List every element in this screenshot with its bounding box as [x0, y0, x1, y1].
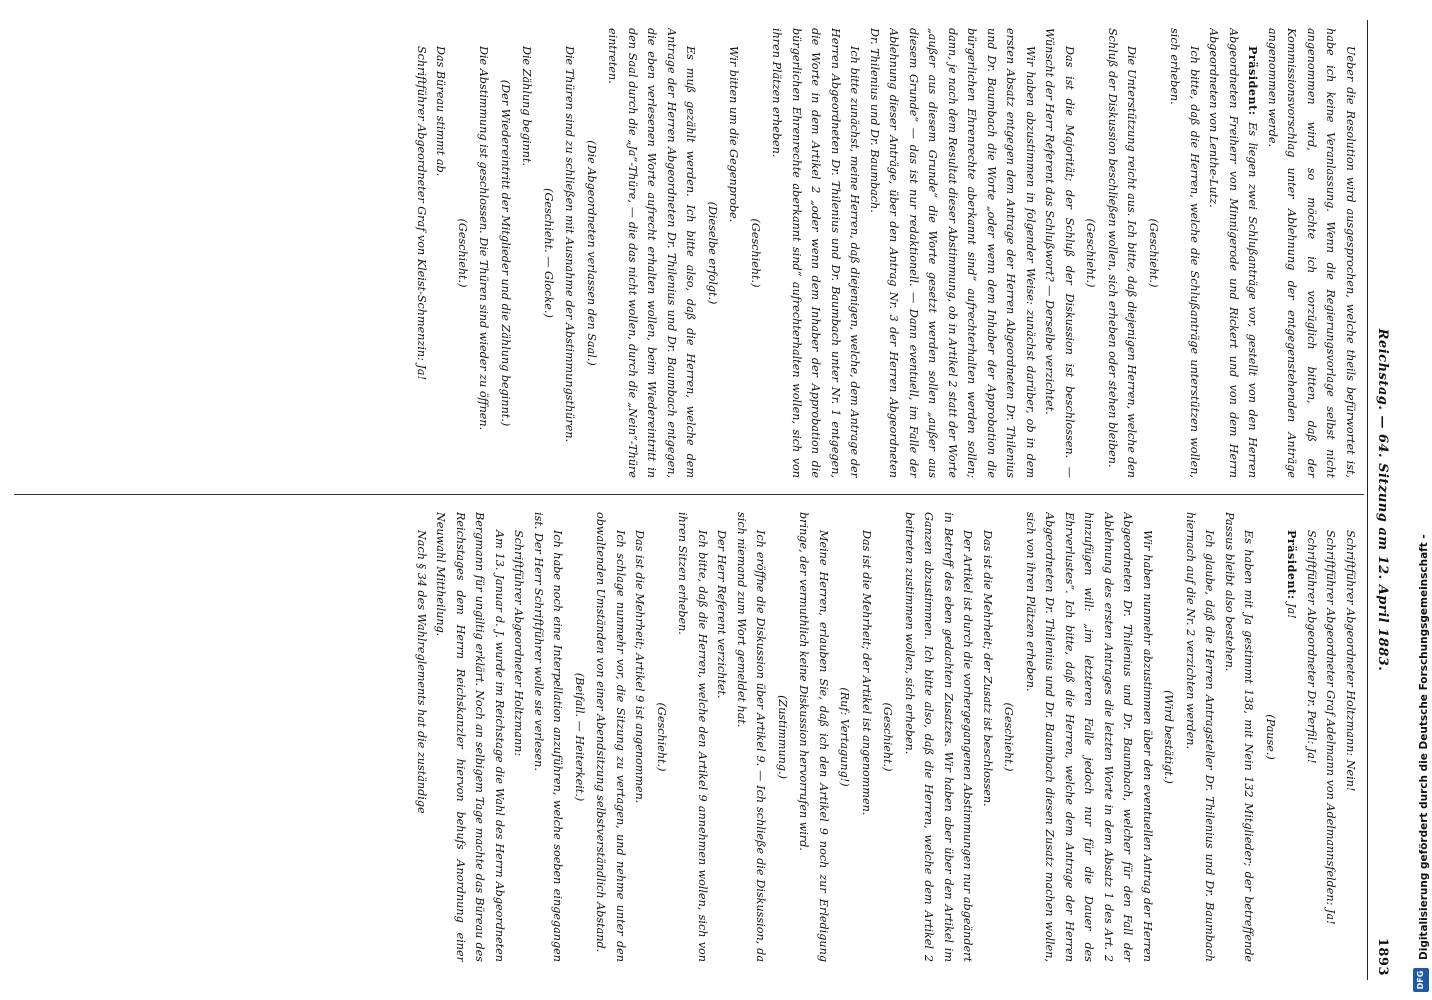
paragraph-text: Ich habe noch eine Interpellation anzuführen, welche soeben eingegangen ist. Der Herr Schriftführer wolle sie verlesen.	[532, 512, 565, 962]
stage-direction	[1261, 512, 1281, 962]
paragraph	[857, 512, 877, 962]
paragraph-text: (Geschieht.)	[1084, 218, 1098, 288]
paragraph	[603, 28, 701, 478]
paragraph-text: (Geschieht. — Glocke.)	[542, 188, 555, 318]
paragraph	[1341, 512, 1361, 962]
paragraph-text: Das ist die Majorität; der Schluß der Diskussion ist beschlossen. — Wünscht der Herr Referent das Schlußwort? — Derselbe verzichtet.	[1043, 28, 1076, 478]
paragraph-text: Ich eröffne die Diskussion über Artikel 9. — Ich schließe die Diskussion, da sich niemand zum Wort gemeldet hat.	[735, 512, 768, 962]
paragraph-text: Schriftführer Abgeordneter Graf Adelmann von Adelmannsfelden: Ja!	[1324, 530, 1338, 925]
paragraph	[517, 28, 537, 478]
paragraph-text: (Geschieht.)	[1147, 218, 1160, 288]
column-divider	[14, 494, 1364, 495]
paragraph-text: Das ist die Mehrheit; der Zusatz ist beschlossen.	[981, 530, 994, 807]
paragraph-text: (Geschieht.)	[749, 218, 762, 288]
paragraph-text: Es haben mit Ja gestimmt 138, mit Nein 132 Mitglieder; der betreffende Passus bleibt also bestehen.	[1223, 512, 1256, 962]
funding-note-text: Digitalisierung gefördert durch die Deutsche Forschungsgemeinschaft -	[1418, 534, 1430, 960]
paragraph-text: Ja!	[1285, 603, 1299, 619]
stage-direction	[1159, 512, 1179, 962]
stage-direction	[496, 28, 516, 478]
dfg-logo	[1413, 968, 1429, 992]
paragraph-text: (Die Abgeordneten verlassen den Saal.)	[585, 140, 598, 366]
paragraph-text: Der Herr Referent verzichtet.	[715, 530, 729, 699]
stage-direction	[453, 28, 473, 478]
paragraph-text: (Ruf: Vertagung!)	[838, 687, 852, 787]
paragraph	[1302, 512, 1322, 962]
stage-direction	[539, 28, 559, 478]
dfg-logo-text: DFG	[1416, 970, 1425, 990]
paragraph-text: Wir haben nunmehr abzustimmen über den eventuellen Antrag der Herren Abgeordneten Dr. Thilenius und Dr. Baumbach, welcher für den Fall der Ablehnung des ersten Antrages die letzten Worte in dem Absatz 1 des Art. 2 hinzufügen will: „im letzteren Falle jedoch nur für die Dauer des Ehrverlustes“. Ich bitte, daß die Herren, welche dem Antrage der Herren Abgeordneten Dr. Thilenius und Dr. Baumbach diesen Zusatz machen wollen, sich von ihren Plätzen erheben.	[1024, 512, 1154, 962]
paragraph-text: Wir haben abzustimmen in folgender Weise: zunächst darüber, ob in dem ersten Absatz entgegen dem Antrage der Herren Abgeordneten Dr. Thilenius und Dr. Baumbach die Worte „oder wenn dem Inhaber der Approbation die bürgerlichen Ehrenrechte aberkannt sind“ aufrechterhalten werden sollen; dann, je nach dem Resultat dieser Abstimmung, ob in Artikel 2 statt der Worte „außer aus diesem Grunde“ die Worte gesetzt werden sollen „außer aus diesem Grunde“ — das ist nur redaktionell. — Dann eventuell, im Falle der Ablehnung dieser Anträge, über den Antrag Nr. 3 der Herren Abgeordneten Dr. Thilenius und Dr. Baumbach.	[868, 28, 1037, 478]
paragraph	[1165, 28, 1204, 478]
paragraph-text: (Dieselbe erfolgt.)	[706, 201, 719, 305]
paragraph-text: (Geschieht.)	[1002, 702, 1016, 772]
paragraph-text: (Geschieht.)	[456, 218, 469, 288]
paragraph	[412, 28, 432, 478]
paragraph-text: (Zustimmung.)	[776, 695, 789, 779]
right-column	[10, 512, 1360, 962]
paragraph	[509, 512, 529, 962]
paragraph-text: Der Artikel ist durch die vorhergegangenen Abstimmungen nur abgeändert in Betreff des eben gedachten Zusatzes. Wir haben aber über den Artikel im Ganzen abzustimmen. Ich bitte also, daß die Herren, welche dem Artikel 2 beitreten zustimmen wollen, sich erheben.	[903, 512, 975, 962]
paragraph	[732, 512, 771, 962]
speaker-label: Präsident:	[1285, 530, 1300, 600]
stage-direction	[1144, 28, 1164, 478]
paragraph	[1204, 28, 1263, 478]
paragraph	[431, 512, 509, 962]
paragraph-text: Das ist die Mehrheit; Artikel 9 ist angenommen.	[633, 530, 647, 804]
paragraph	[1021, 512, 1158, 962]
paragraph-text: Das Büreau stimmt ab.	[434, 46, 448, 177]
paragraph-text: Ich bitte zunächst, meine Herren, daß diejenigen, welche, dem Antrage der Herren Abgeordneten Dr. Thilenius und Dr. Baumbach unter Nr. 1 entgegen, die Worte in dem Artikel 2 „oder wenn dem Inhaber der Approbation die bürgerlichen Ehrenrechte aberkannt sind“ aufrechterhalten wollen, sich von ihren Plätzen erheben.	[770, 28, 862, 478]
paragraph-text: Die Zählung beginnt.	[520, 46, 534, 167]
paragraph	[673, 512, 712, 962]
paragraph-text: Die Thüren sind zu schließen mit Ausnahme der Abstimmungsthüren.	[563, 46, 577, 443]
page-number: 1893	[1375, 937, 1390, 976]
paragraph	[412, 512, 432, 962]
paragraph	[630, 512, 650, 962]
funding-note	[1410, 0, 1432, 1000]
paragraph-text: Ich glaube, daß die Herren Antragsteller Dr. Thilenius und Dr. Baumbach hiernach auf die Nr. 2 verzichten werden.	[1184, 512, 1217, 962]
stage-direction	[703, 28, 723, 478]
paragraph	[1220, 512, 1259, 962]
paragraph	[978, 512, 998, 962]
paragraph	[1263, 28, 1361, 478]
paragraph	[591, 512, 630, 962]
paragraph	[767, 28, 865, 478]
paragraph-text: Es liegen zwei Schlußanträge vor, gestellt von den Herren Abgeordneten Freiherr von Minnigerode und Rickert und von dem Herrn Abgeordneten von Lenthe-Lutz.	[1207, 28, 1260, 478]
speaker-label: Präsident:	[1246, 46, 1261, 116]
stage-direction	[835, 512, 855, 962]
paragraph	[794, 512, 833, 962]
paragraph-text: Ich schlage nunmehr vor, die Sitzung zu vertagen, und nehme unter den obwaltenden Umständen von einer Abendsitzung selbstverständlich Abstand.	[594, 512, 627, 962]
stage-direction	[878, 512, 898, 962]
paragraph	[1181, 512, 1220, 962]
paragraph	[724, 28, 744, 478]
paragraph-text: (Geschieht.)	[655, 702, 668, 772]
paragraph-text: Schriftführer Abgeordneter Holtzmann:	[512, 530, 526, 757]
stage-direction	[582, 28, 602, 478]
paragraph-text: Wir bitten um die Gegenprobe.	[727, 46, 741, 223]
paragraph	[560, 28, 580, 478]
paragraph	[712, 512, 732, 962]
paragraph	[529, 512, 568, 962]
paragraph-text: (Pause.)	[1264, 714, 1277, 760]
paragraph-text: Am 13. Januar d. J. wurde im Reichstage die Wahl des Herrn Abgeordneten Bergmann für ungiltig erklärt. Noch an selbigem Tage machte das Büreau des Reichstages dem Herrn Reichskanzler hiervon behufs Anordnung einer Neuwahl Mittheilung.	[434, 512, 506, 962]
paragraph	[865, 28, 1041, 478]
paragraph-text: (Der Wiedereintritt der Mitglieder und die Zählung beginnt.)	[499, 79, 512, 427]
paragraph-text: (Geschieht.)	[881, 702, 895, 772]
page-header	[1370, 20, 1394, 980]
paragraph-text: Schriftführer Abgeordneter Holtzmann: Nein!	[1344, 530, 1357, 792]
paragraph-text: Meine Herren, erlauben Sie, daß ich den Artikel 9 noch zur Erledigung bringe, der vermuthlich keine Diskussion hervorrufen wird.	[797, 512, 830, 962]
stage-direction	[570, 512, 590, 962]
paragraph-text: Schriftführer Abgeordneter Graf von Kleist-Schmenzin: Ja!	[415, 46, 428, 381]
paragraph	[1321, 512, 1341, 962]
stage-direction	[773, 512, 793, 962]
paragraph-text: Ich bitte, daß die Herren, welche den Artikel 9 annehmen wollen, sich von ihren Sitzen erheben.	[676, 512, 709, 962]
page-title: Reichstag. — 64. Sitzung am 12. April 1883.	[1375, 328, 1390, 672]
left-column	[10, 28, 1360, 478]
paragraph-text: Ich bitte, daß die Herren, welche die Schlußanträge unterstützen wollen, sich erheben.	[1168, 28, 1201, 478]
paragraph	[431, 28, 451, 478]
paragraph-text: Die Unterstützung reicht aus. Ich bitte, daß diejenigen Herren, welche den Schluß der Diskussion beschließen wollen, sich erheben oder stehen bleiben.	[1106, 28, 1139, 478]
paragraph	[474, 28, 494, 478]
paragraph	[1103, 28, 1142, 478]
paragraph-text: (Beifall. — Heiterkeit.)	[573, 672, 586, 802]
paragraph-text: Es muß gezählt werden. Ich bitte also, daß die Herren, welche dem Antrage der Herren Abgeordneten Dr. Thilenius und Dr. Baumbach entgegen, die eben verlesenen Worte aufrecht erhalten wollen, beim Wiedereintritt in den Saal durch die „Ja“-Thüre, — die das nicht wollen, durch die „Nein“-Thüre eintreten.	[606, 28, 698, 478]
paragraph	[900, 512, 978, 962]
paragraph-text: Schriftführer Abgeordneter Dr. Perfil: Ja!	[1305, 530, 1318, 764]
paragraph-text: Ueber die Resolution wird ausgesprochen, welche theils befürwortet ist, habe ich keine Veranlassung. Wenn die Regierungsvorlage selbst nicht angenommen wird, so möchte ich vorzüglich bitten, daß der Kommissionsvorschlag unter Ablehnung der entgegenstehenden Anträge angenommen werde.	[1266, 28, 1357, 478]
stage-direction	[746, 28, 766, 478]
stage-direction	[652, 512, 672, 962]
paragraph-text: Die Abstimmung ist geschlossen. Die Thüren sind wieder zu öffnen.	[477, 46, 491, 431]
paragraph-text: Das ist die Mehrheit; der Artikel ist angenommen.	[860, 530, 873, 816]
paragraph-text: Nach § 34 des Wahlreglements hat die zuständige	[415, 530, 428, 814]
stage-direction	[999, 512, 1019, 962]
paragraph-text: (Wird bestätigt.)	[1162, 690, 1176, 784]
paragraph	[1282, 512, 1302, 962]
paragraph	[1040, 28, 1079, 478]
stage-direction	[1081, 28, 1101, 478]
header-rule	[1367, 20, 1368, 980]
